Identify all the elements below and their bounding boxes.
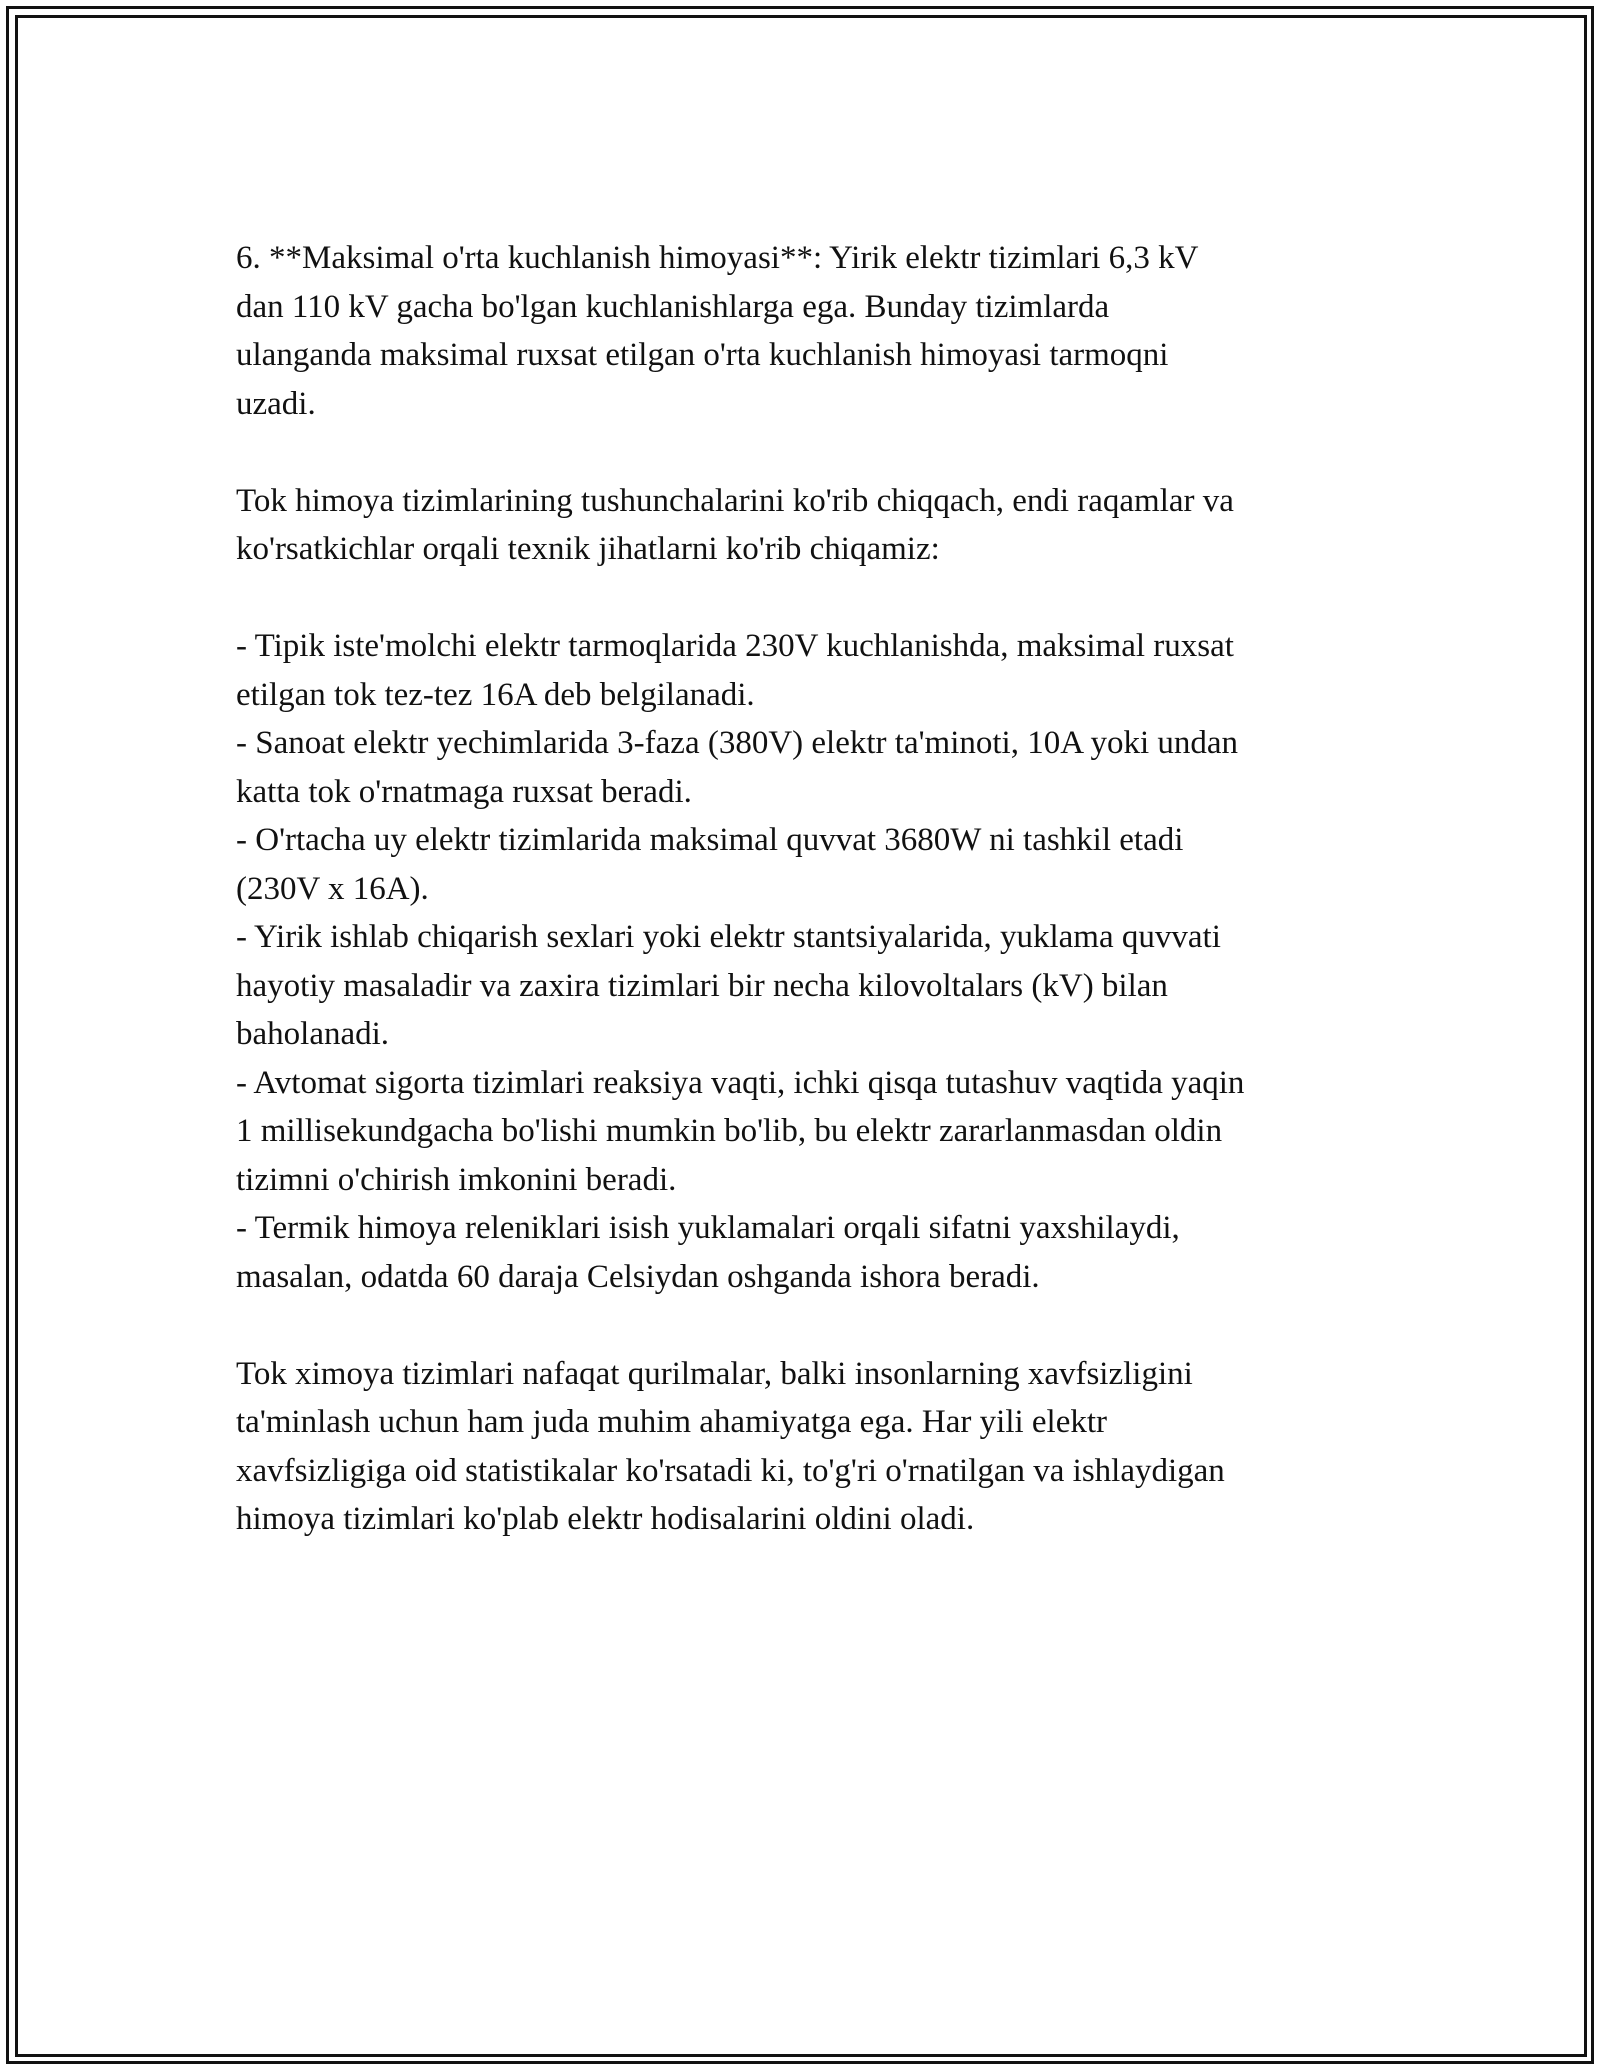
conclusion-line: himoya tizimlari ko'plab elektr hodisalarini oldini oladi. [236, 1501, 975, 1537]
bullet-line: tizimni o'chirish imkonini beradi. [236, 1161, 677, 1198]
paragraph-6-line: ulanganda maksimal ruxsat etilgan o'rta kuchlanish himoyasi tarmoqni [236, 337, 1169, 373]
paragraph-6-line: 6. **Maksimal o'rta kuchlanish himoyasi**: Yirik elektr tizimlari 6,3 kV [236, 240, 1199, 276]
conclusion-line: Tok ximoya tizimlari nafaqat qurilmalar, balki insonlarning xavfsizligini [236, 1355, 1193, 1392]
conclusion-line: xavfsizligiga oid statistikalar ko'rsatadi ki, to'g'ri o'rnatilgan va ishlaydigan [236, 1452, 1225, 1489]
bullet-line: - Avtomat sigorta tizimlari reaksiya vaqti, ichki qisqa tutashuv vaqtida yaqin [236, 1064, 1245, 1101]
conclusion-line: ta'minlash uchun ham juda muhim ahamiyatga ega. Har yili elektr [236, 1404, 1108, 1440]
bullet-line: baholanadi. [236, 1016, 390, 1052]
intro-line: ko'rsatkichlar orqali texnik jihatlarni ko'rib chiqamiz: [236, 531, 940, 567]
bullet-line: - Sanoat elektr yechimlarida 3-faza (380V) elektr ta'minoti, 10A yoki undan [236, 725, 1239, 761]
paragraph-6-line: dan 110 kV gacha bo'lgan kuchlanishlarga ega. Bunday tizimlarda [236, 288, 1110, 325]
bullet-line: - Termik himoya releniklari isish yuklamalari orqali sifatni yaxshilaydi, [236, 1210, 1180, 1246]
bullet-line: - Yirik ishlab chiqarish sexlari yoki elektr stantsiyalarida, yuklama quvvati [236, 919, 1221, 955]
bullet-line: katta tok o'rnatmaga ruxsat beradi. [236, 773, 692, 810]
document-body [236, 234, 1376, 1544]
paragraph-gap [236, 428, 1376, 477]
bullet-line: - O'rtacha uy elektr tizimlarida maksimal quvvat 3680W ni tashkil etadi [236, 822, 1184, 858]
bullet-line: masalan, odatda 60 daraja Celsiydan oshganda ishora beradi. [236, 1258, 1040, 1295]
intro-line: Tok himoya tizimlarining tushunchalarini ko'rib chiqqach, endi raqamlar va [236, 482, 1234, 519]
bullet-line: etilgan tok tez-tez 16A deb belgilanadi. [236, 676, 755, 713]
bullet-line: 1 millisekundgacha bo'lishi mumkin bo'lib, bu elektr zararlanmasdan oldin [236, 1113, 1223, 1149]
paragraph-gap [236, 574, 1376, 623]
bullet-line: hayotiy masaladir va zaxira tizimlari bir necha kilovoltalars (kV) bilan [236, 967, 1168, 1004]
paragraph-6-line: uzadi. [236, 385, 316, 422]
paragraph-gap [236, 1301, 1376, 1350]
bullet-line: (230V x 16A). [236, 870, 429, 907]
bullet-line: - Tipik iste'molchi elektr tarmoqlarida 230V kuchlanishda, maksimal ruxsat [236, 628, 1234, 664]
